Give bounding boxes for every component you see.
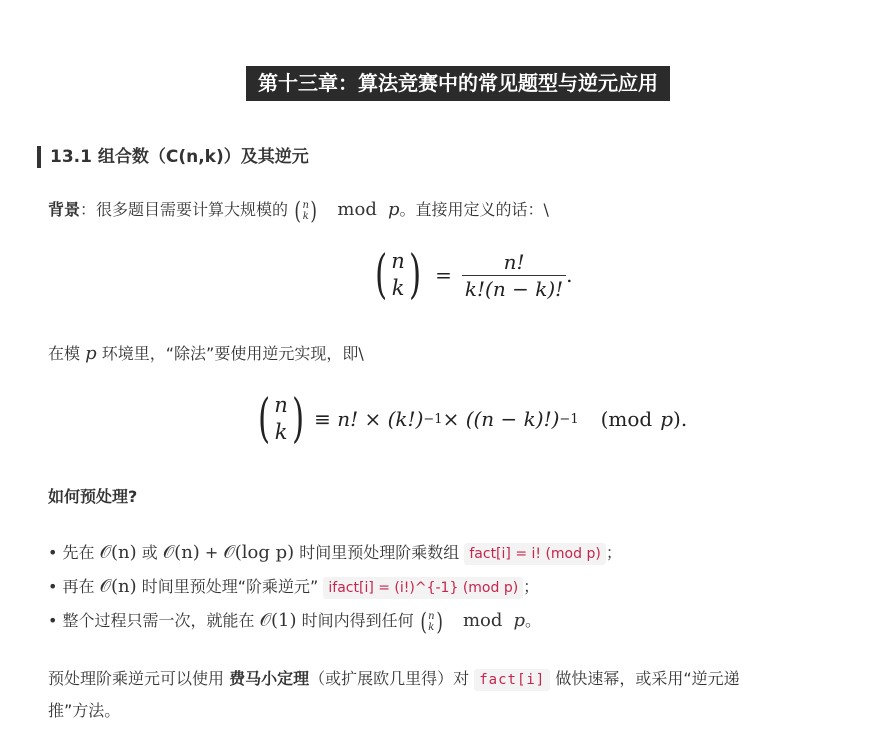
fermat-theorem-label: 费马小定理 xyxy=(229,669,310,688)
background-label: 背景 xyxy=(48,200,81,219)
list-item: • 再在 𝒪(n) 时间里预处理“阶乘逆元” ifact[i] = (i!)^{-1} (mod p) ； xyxy=(48,576,540,597)
fraction-numerator: n! xyxy=(503,249,525,274)
final-paragraph: 预处理阶乘逆元可以使用 费马小定理（或扩展欧几里得）对 fact[i] 做快速幂，或采用“逆元递 xyxy=(48,667,740,691)
mod-operator: mod xyxy=(337,199,377,220)
fraction-denominator: k!(n − k)! xyxy=(464,276,564,301)
background-text-after: 。直接用定义的话：\ xyxy=(399,200,549,219)
section-title: 13.1 组合数（C(n,k)）及其逆元 xyxy=(50,147,309,167)
section-marker xyxy=(37,146,41,168)
preprocess-heading: 如何预处理? xyxy=(48,487,138,506)
final-paragraph-continued: 推”方法。 xyxy=(48,701,121,720)
background-text-before: ：很多题目需要计算大规模的 xyxy=(80,200,289,219)
formula-binomial-definition: ( n k ) = $\frac{n!}{k!(n - k)!}$ . xyxy=(375,245,573,305)
code-fact-i: fact[i] xyxy=(474,669,550,691)
code-fact-array: fact[i] = i! (mod p) xyxy=(464,543,605,565)
list-item: • 整个过程只需一次，就能在 𝒪(1) 时间内得到任何 ( n k ) mod p。 xyxy=(48,607,542,636)
formula-binomial-modular: ( n k ) ≡ n! × (k!) −1 × ((n − k)!) −1 (mod p ). xyxy=(258,389,688,449)
chapter-title: 第十三章：算法竞赛中的常见题型与逆元应用 xyxy=(246,66,670,101)
code-ifact-array: ifact[i] = (i!)^{-1} (mod p) xyxy=(323,577,523,599)
list-item: • 先在 𝒪(n) 或 𝒪(n) + 𝒪(log p) 时间里预处理阶乘数组 fact[i] = i! (mod p) ； xyxy=(48,542,622,563)
modulo-paragraph: 在模 p 环境里，“除法”要使用逆元实现，即\ xyxy=(48,343,364,364)
background-paragraph: 背景：很多题目需要计算大规模的 ( n k ) mod p。直接用定义的话：\ xyxy=(48,196,549,225)
binom-n-k: ( n k ) xyxy=(294,196,317,225)
fraction xyxy=(462,249,566,302)
